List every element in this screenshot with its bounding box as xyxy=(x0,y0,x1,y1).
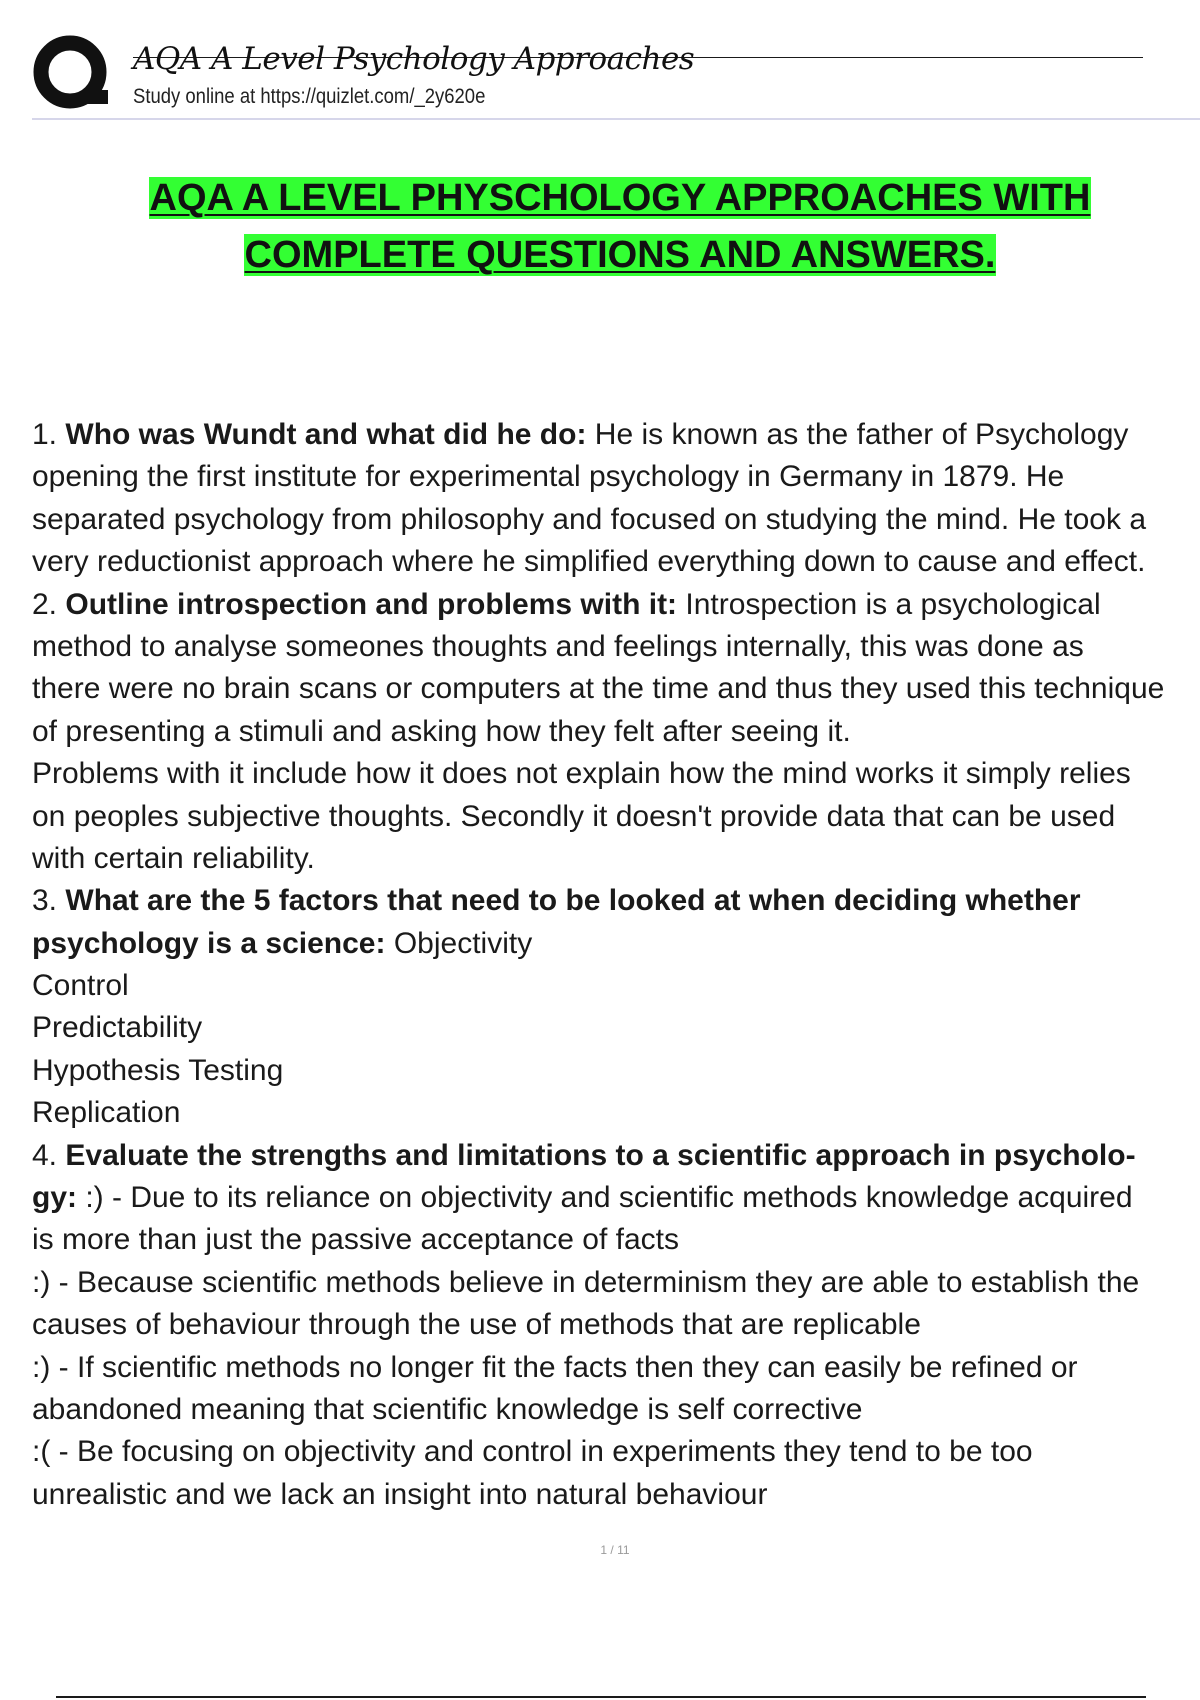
document-title-line-1: AQA A LEVEL PHYSCHOLOGY APPROACHES WITH xyxy=(149,177,1091,219)
answer-line: :) - Due to its reliance on objectivity and scientific methods knowledge acquired xyxy=(85,1181,1133,1215)
document-title-line-2: COMPLETE QUESTIONS AND ANSWERS. xyxy=(244,234,996,276)
answer-line: separated psychology from philosophy and focused on studying the mind. He took a xyxy=(32,502,1147,536)
question-3-line xyxy=(32,880,1200,922)
document-title xyxy=(60,170,1180,284)
question-2-text: Outline introspection and problems with it: xyxy=(65,587,678,621)
question-3-line-2 xyxy=(32,923,1200,965)
header-divider xyxy=(32,118,1200,120)
answer-line: Control xyxy=(32,969,129,1003)
question-3-text-cont: psychology is a science: xyxy=(32,926,386,960)
answer-line: method to analyse someones thoughts and feelings internally, this was done as xyxy=(32,629,1084,663)
answer-line: with certain reliability. xyxy=(32,841,315,875)
answer-line: Predictability xyxy=(32,1011,203,1045)
question-number: 4. xyxy=(32,1138,58,1172)
question-number: 3. xyxy=(32,884,58,918)
page-number: 1 / 11 xyxy=(600,1543,630,1557)
header-title: AQA A Level Psychology Approaches xyxy=(133,41,695,77)
question-4-line-2 xyxy=(32,1177,1200,1219)
answer-line: He is known as the father of Psychology xyxy=(594,418,1129,451)
question-3-text: What are the 5 factors that need to be looked at when deciding whether xyxy=(65,884,1081,918)
answer-line: Replication xyxy=(32,1096,181,1130)
question-number: 1. xyxy=(32,418,58,451)
answer-line: :( - Be focusing on objectivity and control in experiments they tend to be too xyxy=(32,1435,1033,1469)
answer-line: opening the first institute for experimental psychology in Germany in 1879. He xyxy=(32,460,1065,494)
answer-line: Objectivity xyxy=(393,926,533,960)
answer-line: on peoples subjective thoughts. Secondly it doesn't provide data that can be used xyxy=(32,799,1116,833)
question-number: 2. xyxy=(32,587,58,621)
qa-content xyxy=(32,414,1200,1516)
answer-line: there were no brain scans or computers at the time and thus they used this technique xyxy=(32,672,1165,706)
question-1-line xyxy=(32,414,1200,456)
answer-line: unrealistic and we lack an insight into natural behaviour xyxy=(32,1477,768,1511)
answer-line: is more than just the passive acceptance of facts xyxy=(32,1223,680,1257)
question-1-text: Who was Wundt and what did he do: xyxy=(65,418,587,451)
quizlet-logo-icon xyxy=(32,34,112,114)
answer-line: Problems with it include how it does not explain how the mind works it simply relies xyxy=(32,757,1131,791)
answer-line: :) - Because scientific methods believe in determinism they are able to establish the xyxy=(32,1265,1140,1299)
answer-line: Hypothesis Testing xyxy=(32,1053,284,1087)
answer-line: Introspection is a psychological xyxy=(685,587,1101,621)
answer-line: of presenting a stimuli and asking how they felt after seeing it. xyxy=(32,714,851,748)
question-4-text-cont: gy: xyxy=(32,1181,77,1215)
question-4-line xyxy=(32,1135,1200,1177)
answer-line: causes of behaviour through the use of methods that are replicable xyxy=(32,1308,921,1342)
study-online-link[interactable]: Study online at https://quizlet.com/_2y620e xyxy=(133,85,486,108)
answer-line: :) - If scientific methods no longer fit the facts then they can easily be refined or xyxy=(32,1350,1078,1384)
answer-line: abandoned meaning that scientific knowledge is self corrective xyxy=(32,1392,863,1426)
footer-rule xyxy=(56,1696,1146,1698)
question-2-line xyxy=(32,584,1200,626)
question-4-text: Evaluate the strengths and limitations to a scientific approach in psycholo- xyxy=(65,1138,1136,1172)
answer-line: very reductionist approach where he simplified everything down to cause and effect. xyxy=(32,545,1146,579)
